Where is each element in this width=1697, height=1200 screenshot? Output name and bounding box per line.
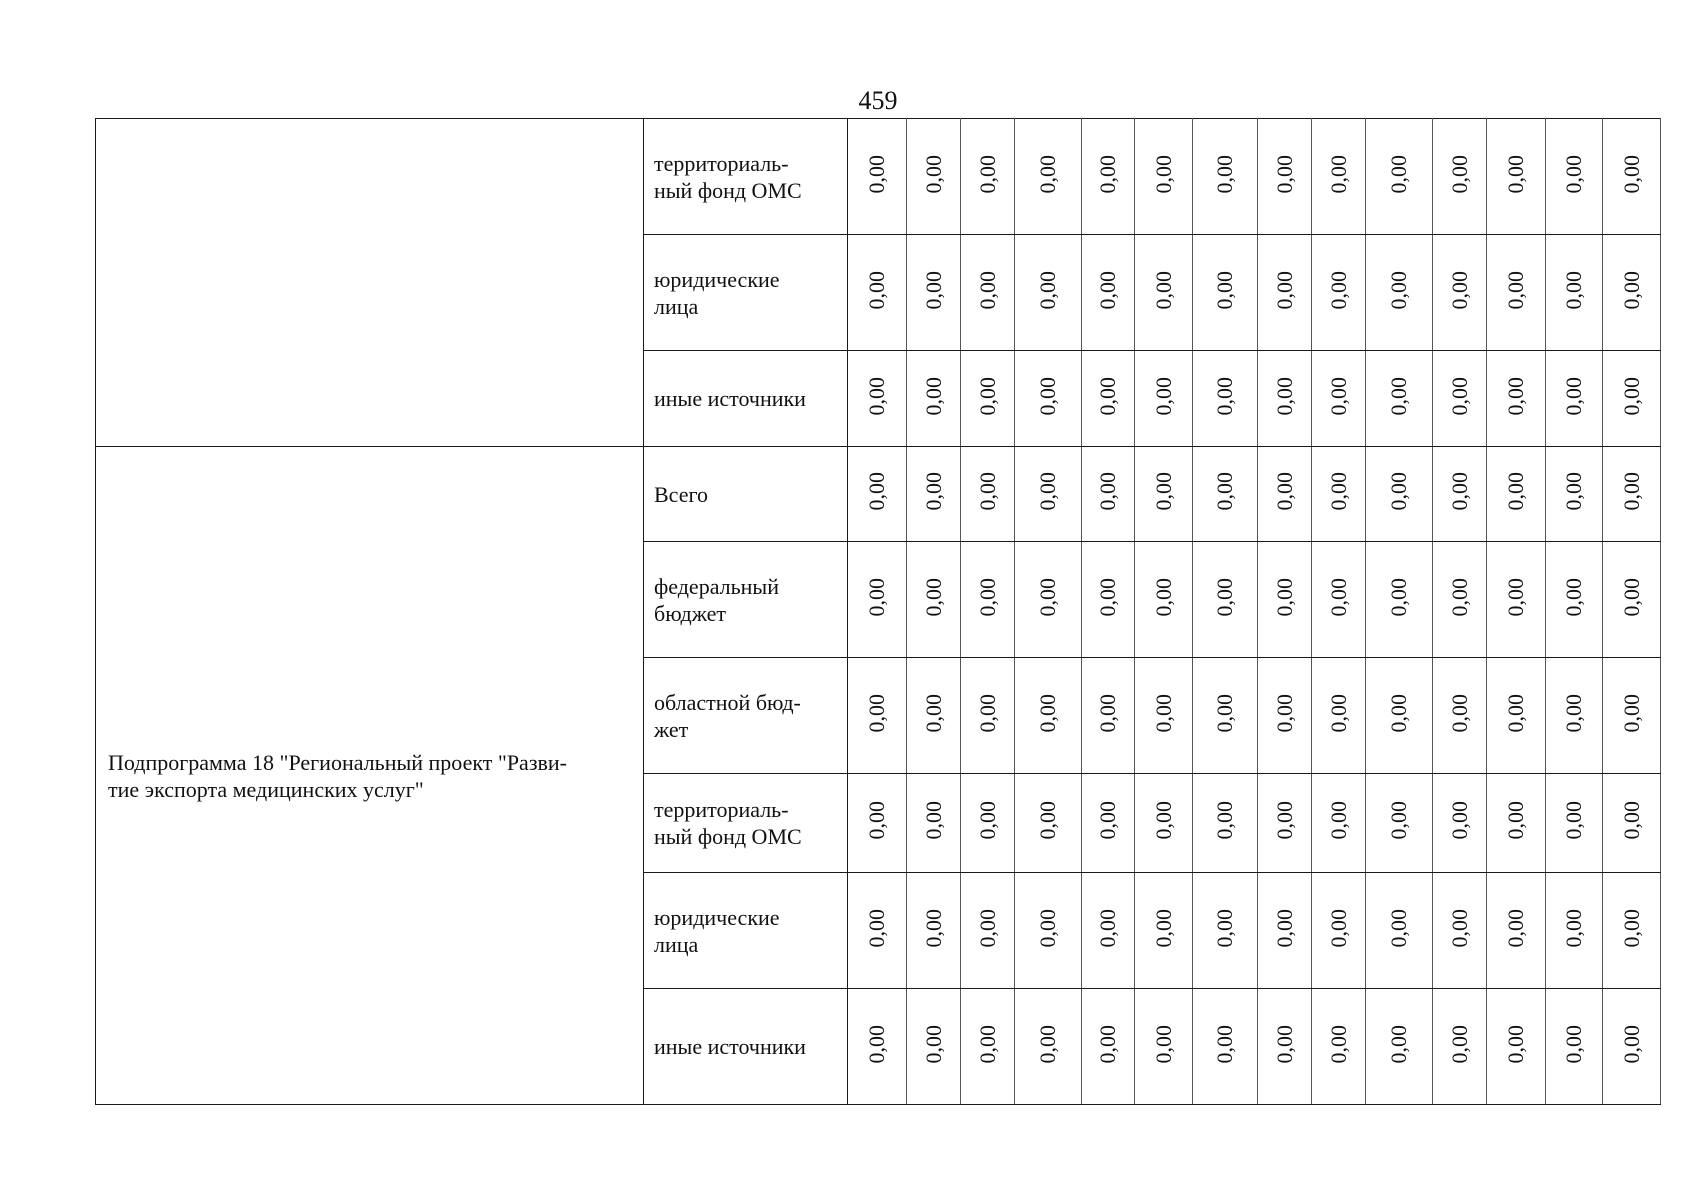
value-cell <box>1193 873 1258 989</box>
value-text: 0,00 <box>1212 577 1237 617</box>
value-text: 0,00 <box>1561 472 1586 511</box>
value-text: 0,00 <box>974 376 1000 416</box>
value-cell <box>1546 989 1603 1105</box>
value-text: 0,00 <box>1271 270 1297 310</box>
value-text: 0,00 <box>1618 376 1644 416</box>
value-text: 0,00 <box>1446 376 1472 416</box>
value-text: 0,00 <box>1150 908 1176 948</box>
value-cell <box>1366 658 1433 774</box>
value-text: 0,00 <box>1035 376 1060 416</box>
financing-table <box>95 118 1661 1105</box>
funding-source-cell: областной бюд- жет <box>644 658 848 774</box>
value-text: 0,00 <box>864 908 889 948</box>
value-cell <box>961 542 1015 658</box>
value-cell <box>961 873 1015 989</box>
value-cell <box>1433 235 1487 351</box>
value-text: 0,00 <box>1271 801 1297 840</box>
value-cell <box>1258 542 1312 658</box>
value-text: 0,00 <box>1325 1024 1351 1064</box>
value-cell <box>1433 658 1487 774</box>
value-cell <box>1312 351 1366 447</box>
value-cell <box>1082 774 1135 873</box>
funding-source-cell: иные источники <box>644 989 848 1105</box>
value-text: 0,00 <box>1212 154 1237 194</box>
value-text: 0,00 <box>1618 577 1644 617</box>
value-cell <box>1082 447 1135 542</box>
value-cell <box>1258 658 1312 774</box>
funding-source-cell: юридические лица <box>644 235 848 351</box>
value-cell <box>907 774 961 873</box>
value-text: 0,00 <box>1561 154 1586 194</box>
value-text: 0,00 <box>1503 376 1528 416</box>
value-cell <box>1135 774 1193 873</box>
value-cell <box>961 119 1015 235</box>
value-text: 0,00 <box>1325 801 1351 840</box>
value-text: 0,00 <box>1503 693 1528 733</box>
value-cell <box>907 119 961 235</box>
value-text: 0,00 <box>1325 693 1351 733</box>
funding-source-cell: федеральный бюджет <box>644 542 848 658</box>
value-cell <box>1546 873 1603 989</box>
value-cell <box>848 447 907 542</box>
value-cell <box>907 989 961 1105</box>
value-cell <box>1546 119 1603 235</box>
value-text: 0,00 <box>1271 1024 1297 1064</box>
value-text: 0,00 <box>1271 154 1297 194</box>
value-cell <box>1082 873 1135 989</box>
value-text: 0,00 <box>974 1024 1000 1064</box>
value-cell <box>1193 658 1258 774</box>
value-text: 0,00 <box>974 154 1000 194</box>
value-text: 0,00 <box>1095 1024 1120 1064</box>
value-text: 0,00 <box>1095 693 1120 733</box>
value-cell <box>961 774 1015 873</box>
value-cell <box>1258 989 1312 1105</box>
value-text: 0,00 <box>1325 908 1351 948</box>
value-text: 0,00 <box>864 472 889 511</box>
value-cell <box>1082 235 1135 351</box>
value-text: 0,00 <box>920 472 946 511</box>
value-cell <box>848 351 907 447</box>
value-text: 0,00 <box>1095 577 1120 617</box>
value-cell <box>1135 873 1193 989</box>
value-text: 0,00 <box>1035 1024 1060 1064</box>
value-text: 0,00 <box>1618 154 1644 194</box>
value-cell <box>1135 119 1193 235</box>
value-cell <box>1487 774 1546 873</box>
value-cell <box>848 989 907 1105</box>
value-text: 0,00 <box>1386 693 1411 733</box>
value-text: 0,00 <box>1271 693 1297 733</box>
value-text: 0,00 <box>864 693 889 733</box>
value-text: 0,00 <box>1150 472 1176 511</box>
value-cell <box>1312 774 1366 873</box>
value-text: 0,00 <box>1212 801 1237 840</box>
value-cell <box>1312 542 1366 658</box>
value-cell <box>1015 447 1082 542</box>
value-cell <box>1487 873 1546 989</box>
value-cell <box>961 658 1015 774</box>
value-cell <box>1015 658 1082 774</box>
value-text: 0,00 <box>1561 577 1586 617</box>
value-cell <box>1082 119 1135 235</box>
value-text: 0,00 <box>1271 472 1297 511</box>
value-text: 0,00 <box>1618 472 1644 511</box>
value-cell <box>1258 447 1312 542</box>
value-text: 0,00 <box>1618 801 1644 840</box>
value-cell <box>1312 235 1366 351</box>
value-text: 0,00 <box>1035 472 1060 511</box>
value-text: 0,00 <box>1325 154 1351 194</box>
value-cell <box>1312 989 1366 1105</box>
value-text: 0,00 <box>1446 577 1472 617</box>
value-cell <box>1603 542 1661 658</box>
table-body <box>96 119 1661 1105</box>
value-text: 0,00 <box>1035 801 1060 840</box>
value-cell <box>1603 119 1661 235</box>
value-cell <box>907 351 961 447</box>
value-cell <box>1487 989 1546 1105</box>
value-text: 0,00 <box>1386 376 1411 416</box>
value-cell <box>1082 658 1135 774</box>
value-text: 0,00 <box>1618 1024 1644 1064</box>
value-text: 0,00 <box>1561 801 1586 840</box>
value-text: 0,00 <box>864 154 889 194</box>
funding-source-cell: территориаль- ный фонд ОМС <box>644 119 848 235</box>
value-cell <box>1082 989 1135 1105</box>
value-cell <box>848 119 907 235</box>
value-text: 0,00 <box>1095 270 1120 310</box>
value-cell <box>1135 447 1193 542</box>
value-text: 0,00 <box>1212 908 1237 948</box>
value-text: 0,00 <box>1035 693 1060 733</box>
value-text: 0,00 <box>974 270 1000 310</box>
value-text: 0,00 <box>1035 270 1060 310</box>
value-cell <box>1015 542 1082 658</box>
value-cell <box>1603 447 1661 542</box>
value-cell <box>1258 119 1312 235</box>
value-text: 0,00 <box>920 908 946 948</box>
value-cell <box>1433 351 1487 447</box>
value-cell <box>848 658 907 774</box>
value-cell <box>1135 351 1193 447</box>
value-text: 0,00 <box>1503 801 1528 840</box>
value-text: 0,00 <box>920 154 946 194</box>
value-cell <box>1433 989 1487 1105</box>
value-cell <box>1193 989 1258 1105</box>
value-cell <box>848 873 907 989</box>
value-text: 0,00 <box>920 577 946 617</box>
value-cell <box>1546 351 1603 447</box>
value-text: 0,00 <box>864 1024 889 1064</box>
value-cell <box>1366 447 1433 542</box>
value-text: 0,00 <box>1503 908 1528 948</box>
value-text: 0,00 <box>1325 577 1351 617</box>
value-cell <box>1366 542 1433 658</box>
value-cell <box>1603 989 1661 1105</box>
value-cell <box>1487 447 1546 542</box>
value-text: 0,00 <box>1325 472 1351 511</box>
value-text: 0,00 <box>1271 376 1297 416</box>
value-cell <box>1312 447 1366 542</box>
program-name-cell: Подпрограмма 18 "Региональный проект "Разви- тие экспорта медицинских услуг" <box>96 447 644 1105</box>
value-text: 0,00 <box>1618 270 1644 310</box>
value-cell <box>848 542 907 658</box>
value-text: 0,00 <box>1095 376 1120 416</box>
value-text: 0,00 <box>1446 1024 1472 1064</box>
value-cell <box>1546 447 1603 542</box>
funding-source-cell: Всего <box>644 447 848 542</box>
value-cell <box>907 235 961 351</box>
value-cell <box>1135 542 1193 658</box>
value-cell <box>1312 873 1366 989</box>
value-cell <box>1487 119 1546 235</box>
value-cell <box>1193 774 1258 873</box>
value-text: 0,00 <box>1386 154 1411 194</box>
value-text: 0,00 <box>1446 472 1472 511</box>
value-text: 0,00 <box>1150 270 1176 310</box>
value-cell <box>1193 447 1258 542</box>
value-cell <box>1135 235 1193 351</box>
value-cell <box>907 658 961 774</box>
value-cell <box>961 447 1015 542</box>
value-text: 0,00 <box>974 577 1000 617</box>
value-text: 0,00 <box>1503 1024 1528 1064</box>
funding-source-cell: юридические лица <box>644 873 848 989</box>
value-cell <box>1015 774 1082 873</box>
value-text: 0,00 <box>1446 908 1472 948</box>
value-text: 0,00 <box>920 693 946 733</box>
value-cell <box>1258 235 1312 351</box>
value-text: 0,00 <box>864 577 889 617</box>
value-text: 0,00 <box>1150 577 1176 617</box>
value-cell <box>1603 774 1661 873</box>
value-text: 0,00 <box>974 801 1000 840</box>
table-row <box>96 119 1661 235</box>
value-cell <box>1603 351 1661 447</box>
value-cell <box>1015 351 1082 447</box>
value-text: 0,00 <box>1561 693 1586 733</box>
value-cell <box>1487 658 1546 774</box>
value-cell <box>1603 658 1661 774</box>
value-text: 0,00 <box>1561 908 1586 948</box>
value-text: 0,00 <box>1446 801 1472 840</box>
value-cell <box>1433 447 1487 542</box>
value-cell <box>1433 873 1487 989</box>
funding-source-cell: территориаль- ный фонд ОМС <box>644 774 848 873</box>
value-cell <box>1258 774 1312 873</box>
value-cell <box>961 235 1015 351</box>
value-text: 0,00 <box>1212 270 1237 310</box>
value-text: 0,00 <box>920 270 946 310</box>
value-cell <box>1603 873 1661 989</box>
value-cell <box>1546 774 1603 873</box>
value-cell <box>1366 873 1433 989</box>
value-cell <box>1015 873 1082 989</box>
value-cell <box>848 774 907 873</box>
value-text: 0,00 <box>1386 577 1411 617</box>
value-cell <box>1082 351 1135 447</box>
value-text: 0,00 <box>1150 693 1176 733</box>
value-text: 0,00 <box>1095 801 1120 840</box>
value-cell <box>1312 658 1366 774</box>
program-name-cell <box>96 119 644 447</box>
value-text: 0,00 <box>864 376 889 416</box>
value-cell <box>1015 119 1082 235</box>
value-text: 0,00 <box>1561 1024 1586 1064</box>
value-cell <box>1487 542 1546 658</box>
value-text: 0,00 <box>1035 908 1060 948</box>
value-text: 0,00 <box>1212 1024 1237 1064</box>
value-cell <box>1366 351 1433 447</box>
value-cell <box>1015 235 1082 351</box>
value-cell <box>1015 989 1082 1105</box>
value-cell <box>1546 542 1603 658</box>
value-text: 0,00 <box>1095 908 1120 948</box>
value-text: 0,00 <box>1035 577 1060 617</box>
value-text: 0,00 <box>1386 1024 1411 1064</box>
value-text: 0,00 <box>920 801 946 840</box>
value-cell <box>1433 119 1487 235</box>
value-text: 0,00 <box>1212 376 1237 416</box>
value-text: 0,00 <box>974 908 1000 948</box>
value-text: 0,00 <box>1561 270 1586 310</box>
value-text: 0,00 <box>1271 908 1297 948</box>
value-cell <box>1193 542 1258 658</box>
value-cell <box>1312 119 1366 235</box>
value-text: 0,00 <box>1212 693 1237 733</box>
value-text: 0,00 <box>1561 376 1586 416</box>
value-text: 0,00 <box>864 270 889 310</box>
value-text: 0,00 <box>1446 693 1472 733</box>
value-text: 0,00 <box>1150 1024 1176 1064</box>
value-text: 0,00 <box>1212 472 1237 511</box>
value-text: 0,00 <box>1503 154 1528 194</box>
value-text: 0,00 <box>974 693 1000 733</box>
value-cell <box>1546 235 1603 351</box>
value-text: 0,00 <box>1150 801 1176 840</box>
value-cell <box>1135 658 1193 774</box>
value-cell <box>1433 774 1487 873</box>
value-cell <box>907 542 961 658</box>
value-cell <box>1193 235 1258 351</box>
value-cell <box>961 989 1015 1105</box>
value-text: 0,00 <box>1386 270 1411 310</box>
value-cell <box>1366 235 1433 351</box>
value-text: 0,00 <box>1618 908 1644 948</box>
value-cell <box>1546 658 1603 774</box>
value-cell <box>848 235 907 351</box>
value-text: 0,00 <box>974 472 1000 511</box>
value-text: 0,00 <box>1386 801 1411 840</box>
value-text: 0,00 <box>1503 472 1528 511</box>
value-text: 0,00 <box>1618 693 1644 733</box>
page-number: 459 <box>858 86 898 115</box>
value-text: 0,00 <box>1271 577 1297 617</box>
funding-source-cell: иные источники <box>644 351 848 447</box>
value-cell <box>1603 235 1661 351</box>
value-text: 0,00 <box>1325 270 1351 310</box>
value-text: 0,00 <box>864 801 889 840</box>
value-cell <box>1366 989 1433 1105</box>
value-text: 0,00 <box>1446 270 1472 310</box>
value-cell <box>1082 542 1135 658</box>
value-text: 0,00 <box>1386 908 1411 948</box>
value-text: 0,00 <box>1095 154 1120 194</box>
value-cell <box>1433 542 1487 658</box>
value-cell <box>907 447 961 542</box>
table-row <box>96 447 1661 542</box>
value-cell <box>907 873 961 989</box>
value-cell <box>1193 351 1258 447</box>
value-cell <box>1487 235 1546 351</box>
value-text: 0,00 <box>1095 472 1120 511</box>
value-text: 0,00 <box>920 376 946 416</box>
value-cell <box>1258 873 1312 989</box>
value-text: 0,00 <box>1325 376 1351 416</box>
value-cell <box>1193 119 1258 235</box>
value-cell <box>1366 119 1433 235</box>
value-cell <box>961 351 1015 447</box>
value-cell <box>1487 351 1546 447</box>
value-text: 0,00 <box>1150 154 1176 194</box>
value-text: 0,00 <box>1150 376 1176 416</box>
value-cell <box>1258 351 1312 447</box>
value-cell <box>1366 774 1433 873</box>
value-text: 0,00 <box>1386 472 1411 511</box>
value-text: 0,00 <box>1035 154 1060 194</box>
value-text: 0,00 <box>1446 154 1472 194</box>
value-cell <box>1135 989 1193 1105</box>
value-text: 0,00 <box>920 1024 946 1064</box>
value-text: 0,00 <box>1503 270 1528 310</box>
value-text: 0,00 <box>1503 577 1528 617</box>
